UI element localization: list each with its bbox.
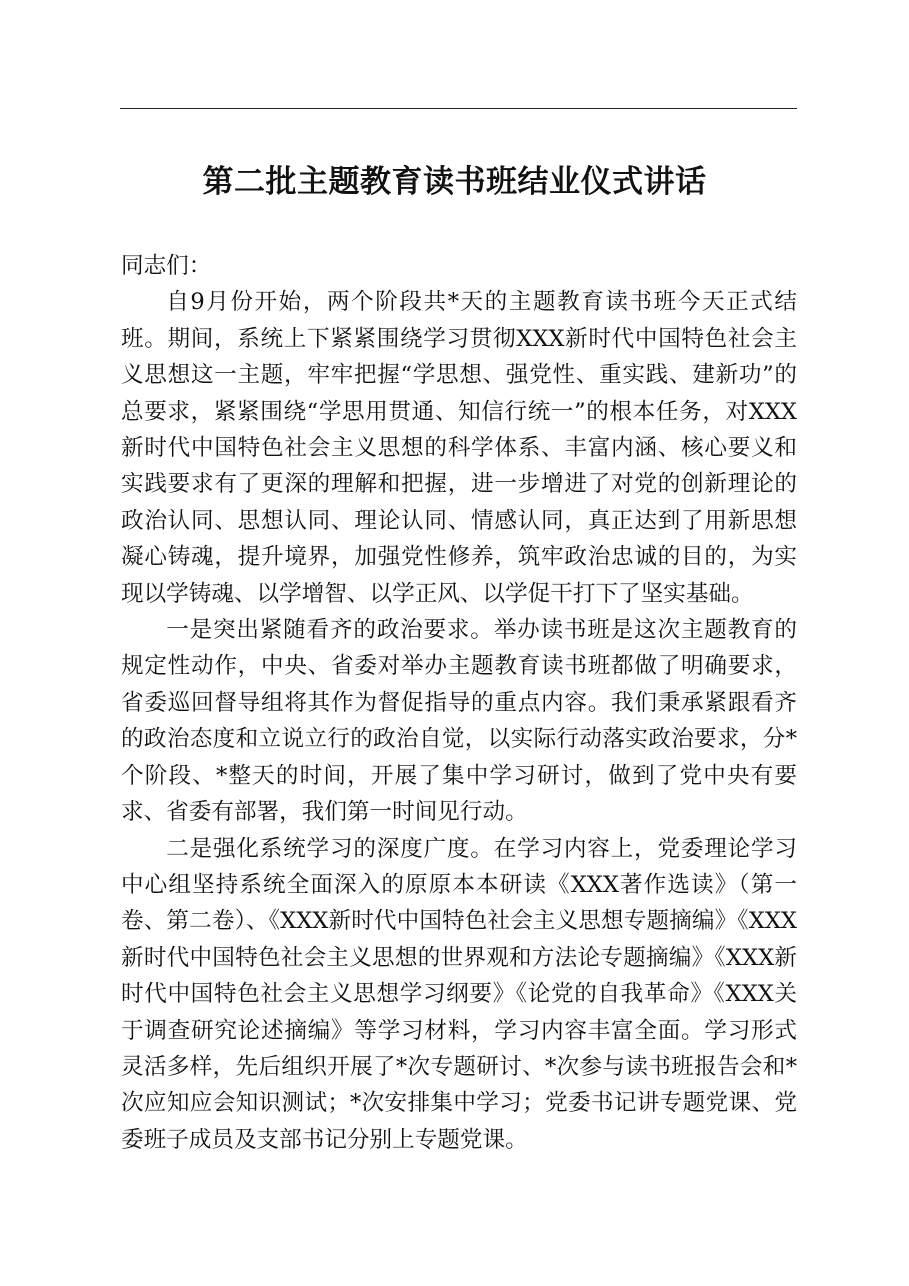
paragraph-intro: 自9月份开始，两个阶段共*天的主题教育读书班今天正式结班。期间，系统上下紧紧围绕学习贯彻XXX新时代中国特色社会主义思想这一主题，牢牢把握“学思想、强党性、重实践、建新功”的总要求，紧紧围绕“学思用贯通、知信行统一”的根本任务，对XXX新时代中国特色社会主义思想的科学体系、丰富内涵、核心要义和实践要求有了更深的理解和把握，进一步增进了对党的创新理论的政治认同、思想认同、理论认同、情感认同，真正达到了用新思想凝心铸魂，提升境界，加强党性修养，筑牢政治忠诚的目的，为实现以学铸魂、以学增智、以学正风、以学促干打下了坚实基础。	[121, 289, 797, 607]
paragraph-point-one: 一是突出紧随看齐的政治要求。举办读书班是这次主题教育的规定性动作，中央、省委对举办主题教育读书班都做了明确要求，省委巡回督导组将其作为督促指导的重点内容。我们秉承紧跟看齐的政治态度和立说立行的政治自觉，以实际行动落实政治要求，分*个阶段、*整天的时间，开展了集中学习研讨，做到了党中央有要求、省委有部署，我们第一时间见行动。	[121, 617, 797, 826]
header-rule	[120, 108, 797, 109]
salutation: 同志们：	[121, 253, 212, 279]
paragraph-point-two: 二是强化系统学习的深度广度。在学习内容上，党委理论学习中心组坚持系统全面深入的原原本本研读《XXX著作选读》（第一卷、第二卷）、《XXX新时代中国特色社会主义思想专题摘编》《XXX新时代中国特色社会主义思想的世界观和方法论专题摘编》《XXX新时代中国特色社会主义思想学习纲要》《论党的自我革命》《XXX关于调查研究论述摘编》等学习材料，学习内容丰富全面。学习形式灵活多样，先后组织开展了*次专题研讨、*次参与读书班报告会和*次应知应会知识测试；*次安排集中学习；党委书记讲专题党课、党委班子成员及支部书记分别上专题党课。	[121, 835, 797, 1153]
document-title: 第二批主题教育读书班结业仪式讲话	[202, 164, 707, 200]
document-body	[121, 248, 797, 1158]
